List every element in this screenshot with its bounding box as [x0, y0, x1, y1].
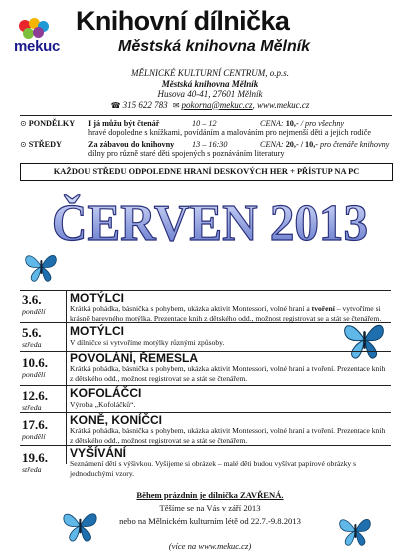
clock-icon: ⊙ [20, 119, 27, 128]
contact-line [0, 100, 420, 112]
event-description: Výroba „Kofoláčků“. [70, 400, 136, 409]
phone-icon: ☎ [110, 100, 121, 110]
event-description-bold: tvoření [311, 304, 335, 313]
event-title: KOFOLÁČCI [70, 386, 142, 400]
event-description: Seznámení dětí s výšivkou. Vyšijeme si obrázek – malé děti budou vyšívat papírové obrázky s jednoduchými vzory. [70, 459, 357, 478]
holiday-notice: Během prázdnin je dílnička ZAVŘENÁ. [136, 490, 284, 500]
event-day: pondělí [22, 432, 46, 441]
envelope-icon: ✉ [172, 100, 180, 110]
table-rule [20, 322, 391, 323]
event-day: středa [22, 465, 42, 474]
event-description: V dílničce si vytvoříme motýlky různými způsoby. [70, 338, 225, 347]
schedule-day: STŘEDY [28, 140, 62, 149]
event-title: KONĚ, KONÍČCI [70, 413, 163, 427]
event-title: POVOLÁNÍ, ŘEMESLA [70, 351, 199, 365]
schedule-description: hravé dopoledne s knížkami, povídáním a malováním pro nejmenší děti a jejich rodiče [88, 128, 372, 137]
price-note: / pro všechny [300, 119, 345, 128]
butterfly-icon [22, 248, 60, 286]
price-label: CENA: [260, 140, 284, 149]
month-title-text: ČERVEN 2013 [52, 195, 387, 252]
event-title: VYŠÍVÁNÍ [70, 446, 127, 460]
organization-address [0, 68, 420, 111]
event-day: pondělí [22, 370, 46, 379]
event-title: MOTÝLCI [70, 291, 124, 305]
schedule-row-monday [20, 119, 75, 129]
price-value: 20,- / 10,- [285, 140, 318, 149]
table-column-divider [66, 290, 67, 464]
schedule-time: 13 – 16:30 [192, 140, 228, 149]
schedule-description: dílny pro různě staré děti spojených s poznáváním literatury [88, 149, 285, 158]
price-label: CENA: [260, 119, 284, 128]
event-date: 3.6. [22, 292, 42, 307]
event-date: 19.6. [22, 450, 48, 465]
logo-text: mekuc [14, 38, 61, 55]
event-day: středa [22, 340, 42, 349]
event-description: Krátká pohádka, básnička s pohybem, ukázka aktivit Montessori, volné hraní a tvoření. Prezentace knih z dětského odd., možnost registrovat se a stát se čtenářem. [70, 426, 386, 445]
org-name: MĚLNICKÉ KULTURNÍ CENTRUM, o.p.s. [130, 68, 290, 78]
event-date: 10.6. [22, 355, 48, 370]
header-divider [20, 115, 392, 116]
clock-icon: ⊙ [20, 140, 27, 149]
month-title-art [0, 190, 420, 252]
schedule-day: PONDĚLKY [28, 119, 76, 128]
summer-event-note: nebo na Mělnickém kulturním létě od 22.7.-9.8.2013 [119, 516, 301, 526]
event-day: středa [22, 403, 42, 412]
street-address: Husova 40-41, 27601 Mělník [157, 89, 263, 99]
email-link[interactable]: pokorna@mekuc.cz [181, 99, 253, 110]
event-description-part: – vytvoříme si krásně barevného motýlka. Prezentace knih z dětského odd., možnost registrovat se a stát se čtenářem. [70, 304, 382, 323]
event-description: Krátká pohádka, básnička s pohybem, ukázka aktivit Montessori, volné hraní a tvoření. Prezentace knih z dětského odd., možnost registrovat se a stát se čtenářem. [70, 364, 386, 383]
event-description [70, 304, 390, 323]
price-note: pro čtenáře knihovny [320, 140, 390, 149]
september-note: Těšíme se na Vás v září 2013 [159, 503, 261, 513]
event-date: 5.6. [22, 325, 42, 340]
event-day: pondělí [22, 307, 46, 316]
schedule-row-wednesday [20, 140, 62, 150]
page-title: Knihovní dílnička [76, 6, 290, 36]
page-subtitle: Městská knihovna Mělník [118, 38, 311, 55]
event-date: 17.6. [22, 417, 48, 432]
event-description-part: Krátká pohádka, básnička s pohybem, ukázka aktivit Montessori, volné hraní a [70, 304, 312, 313]
schedule-time: 10 – 12 [192, 119, 217, 128]
website-link[interactable]: , www.mekuc.cz [252, 99, 310, 110]
phone-number: 315 622 783 [122, 99, 168, 110]
month-title [0, 190, 420, 257]
board-games-banner: KAŽDOU STŘEDU ODPOLEDNE HRANÍ DESKOVÝCH HER + PŘÍSTUP NA PC [20, 163, 393, 181]
schedule-program: I já můžu být čtenář [88, 119, 160, 128]
library-name: Městská knihovna Mělník [161, 78, 259, 89]
event-title: MOTÝLCI [70, 324, 124, 338]
more-info-link[interactable]: (více na www.mekuc.cz) [168, 541, 252, 551]
price-value: 10,- [285, 119, 299, 128]
event-date: 12.6. [22, 388, 48, 403]
schedule-program: Za zábavou do knihovny [88, 140, 175, 149]
